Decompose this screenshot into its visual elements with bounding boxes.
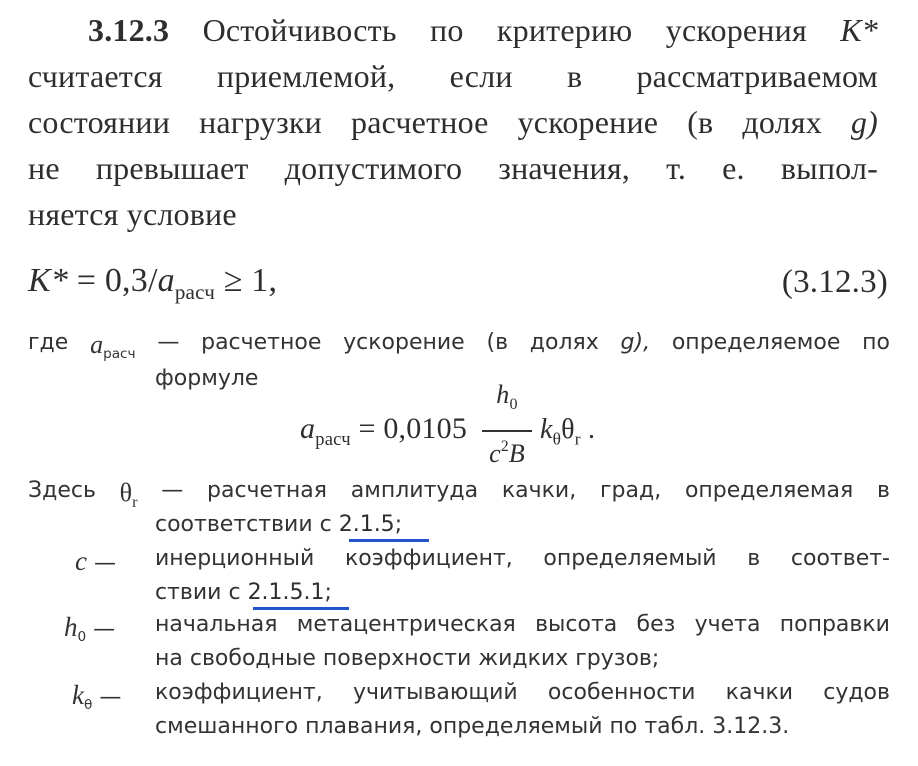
where-line-2: формуле [155,366,259,391]
word: поправки [779,612,890,637]
def-k0-line-1 [155,680,890,705]
def-text: соответствии с [155,512,339,537]
word: учитывающий [352,680,518,705]
denominator-c: c [489,438,501,468]
word: считается [28,58,163,94]
dash: — [93,617,116,642]
where-a-sub: расч [103,346,136,363]
formula-denominator [478,438,536,469]
formula-theta: θ [561,414,575,445]
word: g), [620,330,651,355]
paragraph-line-4 [28,150,878,187]
numerator-h: h [496,380,510,409]
link-2-1-5-underline [349,539,429,542]
word: качки, [501,478,577,503]
def-k0-line-2: смешанного плавания, определяемый по табл. 3.12.3. [155,714,790,739]
equation-3-12-3 [28,262,277,305]
word: т. [666,150,687,186]
word: амплитуда [350,478,479,503]
word: судов [823,680,890,705]
word: выпол- [780,150,878,186]
dash: — [99,685,122,710]
word: учета [694,612,761,637]
k0-symbol: k [72,680,84,710]
g-symbol: g) [850,104,878,140]
word: в [876,478,890,503]
word: ускорение [517,104,659,140]
link-2-1-5[interactable]: 2.1.5 [338,512,395,537]
def-c-line-2 [155,580,332,605]
def-theta-line-1 [28,478,890,512]
formula-k: k [540,414,553,445]
c-symbol: c [75,546,87,576]
word: по [862,330,890,355]
equation-number: (3.12.3) [781,264,888,300]
word: превышает [95,150,249,186]
equation-rel: ≥ 1, [215,262,278,299]
word: качки [725,680,794,705]
def-text: ствии с [155,580,248,605]
theta-symbol: θ [119,478,133,507]
formula-dot: . [580,414,596,445]
denominator-c-sup: 2 [500,438,509,455]
paragraph-line-5 [28,196,237,233]
dash: — [157,330,180,355]
theta-sub: r [132,494,138,512]
word: (в [687,104,714,140]
def-c-symbol [75,546,116,577]
word: долях [529,330,599,355]
formula-k-sub: θ [552,429,562,449]
equation-a-sub: расч [174,280,216,304]
fraction-bar [482,430,532,432]
numerator-h-sub: 0 [509,396,518,414]
word: начальная [155,612,278,637]
equation-a: a [157,262,175,299]
def-text: ; [394,512,403,537]
word: приемлемой, [216,58,396,94]
h0-symbol: h [64,612,78,642]
word: нагрузки [199,104,323,140]
def-c-line-1 [155,546,890,571]
formula-a-sub: расч [315,429,351,451]
word: не [28,150,60,186]
denominator-b: B [508,438,525,468]
word: инерционный [155,546,315,571]
word: ускорения [665,12,807,48]
def-h0-line-1 [155,612,890,637]
k0-sub: θ [83,697,93,714]
word: если [449,58,513,94]
word: в [747,546,761,571]
word: определяемое [671,330,841,355]
word: значения, [498,150,631,186]
formula-a: a [300,412,316,445]
word: коэффициент, [155,680,323,705]
word: допустимого [284,150,463,186]
word: расчетное [351,104,489,140]
word: соотвeт- [790,546,890,571]
word: коэффициент, [345,546,513,571]
def-h0-line-2: на свободные поверхности жидких грузов; [155,646,660,671]
formula-lhs [300,412,467,451]
link-2-1-5-1-underline [253,607,349,610]
word: (в [486,330,509,355]
paragraph-line-1 [88,12,878,49]
equation-eq: = 0,3/ [68,262,158,299]
word: определяемая [684,478,854,503]
word: расчетная [207,478,328,503]
formula-rhs [540,414,595,450]
word: по [430,12,464,48]
word: долях [742,104,822,140]
formula-coef: = 0,0105 [350,412,468,445]
word: ускорение [343,330,465,355]
word: особенности [547,680,696,705]
def-k0-symbol [72,680,121,713]
formula-theta-sub: r [574,429,581,449]
formula-numerator [482,380,532,414]
word: расчетное [201,330,322,355]
section-number: 3.12.3 [88,12,170,48]
word: рассматриваемом [636,58,878,94]
dash: — [93,551,116,576]
word: где [28,330,69,355]
word: состоянии [28,104,171,140]
word: няется условие [28,196,237,232]
criterion-symbol: K* [840,12,878,48]
word: определяемый [543,546,717,571]
word: град, [599,478,662,503]
word: без [636,612,676,637]
where-line-1 [28,330,890,362]
def-h0-symbol [64,612,115,645]
def-theta-line-2 [155,512,402,537]
dash: — [161,478,184,503]
def-text: ; [324,580,332,605]
paragraph-line-3 [28,104,878,141]
equation-lhs: K* [28,262,69,299]
word: высота [535,612,618,637]
word: критерию [496,12,633,48]
h0-sub: 0 [77,629,87,646]
word: Здесь [28,478,96,503]
word: в [566,58,583,94]
paragraph-line-2 [28,58,878,95]
word: Остойчивость [202,12,397,48]
word: метацентрическая [296,612,516,637]
link-2-1-5-1[interactable]: 2.1.5.1 [247,580,325,605]
where-a-symbol: a [90,330,104,359]
word: е. [722,150,745,186]
